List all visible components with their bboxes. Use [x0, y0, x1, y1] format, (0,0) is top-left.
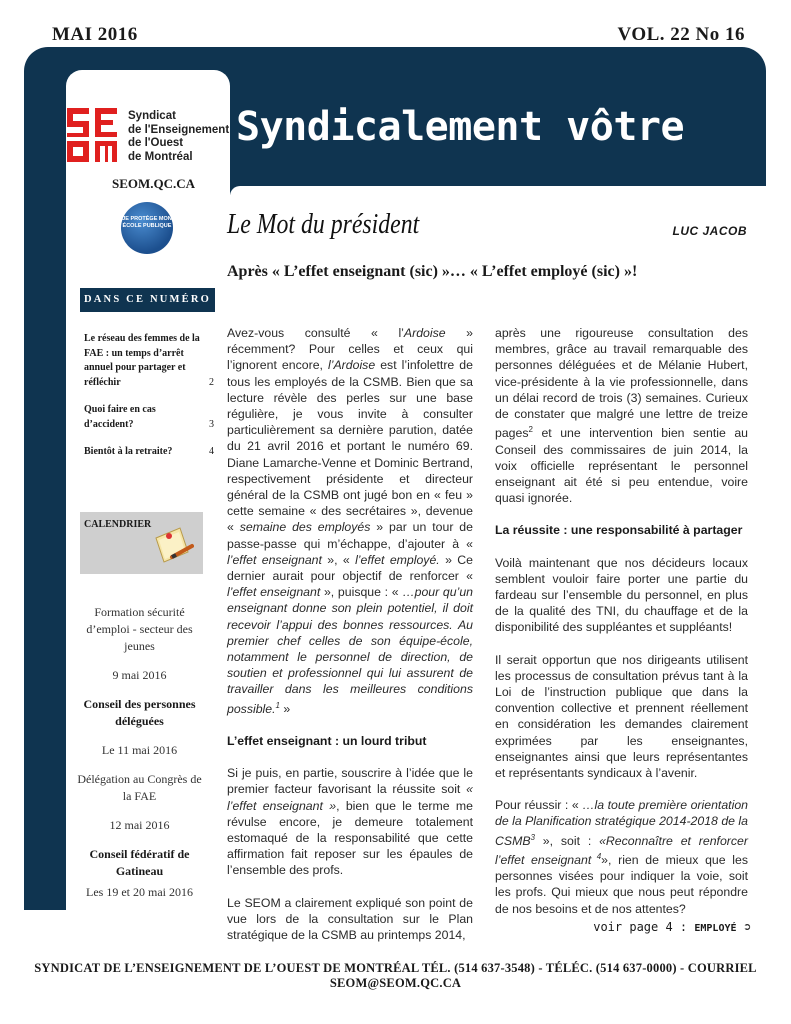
- toc-page-number: 4: [209, 446, 214, 457]
- toc-item[interactable]: Quoi faire en cas d’accident? 3: [84, 403, 214, 432]
- calendar-event: [72, 771, 207, 805]
- event-date: 12 mai 2016: [109, 818, 170, 832]
- article-paragraph: après une rigoureuse consultation des membres, grâce au travail remarquable des personnes déléguées et de Mélanie Hubert, vice-présidente à la vie professionnelle, dans un délai record de trois (3) semaines. Curieux de constater que malgré une lettre de treize pages$^2$ et une intervention bien sentie au Conseil des commissaires de juin 2014, la voix officielle représentant le personnel enseignant ait été si peu entendue, voire quasi ignorée.: [495, 326, 748, 506]
- article-paragraph: Il serait opportun que nos dirigeants utilisent les processus de consultation prévus tant à la Loi de l’instruction publique que dans la convention collective et prennent réellement en considération les demandes clairement exprimées par les enseignantes, enseignantes ainsi que leurs représentantes et représentants syndicaux à l’avenir.: [495, 652, 748, 780]
- volume-number: VOL. 22 No 16: [617, 24, 745, 45]
- article-paragraph: Si je puis, en partie, souscrire à l’idée que le premier facteur favorisant la réussite soit « l’effet enseignant », bien que le terme me révulse encore, je demeure totalement estomaqué de la responsabilité que cette affirmation fait reposer sur les épaules de l’ensemble des profs.: [227, 766, 474, 878]
- article-paragraph: Pour réussir : « …la toute première orientation de la Planification stratégique 2014-2018 de la CSMB$^3$ », soit : «Reconnaître et renforcer l’effet enseignant $^4$», rien de mieux que les personnes visées pour indiquer la voie, soit les profs. Qui mieux que nous peut répondre de nos besoins et de nos attentes?: [495, 798, 749, 916]
- curved-arrow-icon: ➲: [743, 920, 751, 934]
- author-name: LUC JACOB: [672, 224, 747, 238]
- event-title: Formation sécurité d’emploi - secteur des jeunes: [86, 605, 193, 653]
- masthead-cut: [230, 186, 766, 196]
- table-of-contents: [84, 332, 214, 473]
- toc-item[interactable]: Le réseau des femmes de la FAE : un temps d’arrêt annuel pour partager et réfléchir 2: [84, 332, 214, 390]
- toc-page-number: 3: [209, 418, 214, 430]
- continued-link[interactable]: voir page 4 : EMPLOYÉ ➲: [593, 920, 751, 934]
- section-title: Le Mot du président: [227, 208, 420, 240]
- calendar-event: [72, 846, 207, 880]
- article-paragraph: Le SEOM a clairement expliqué son point de vue lors de la consultation sur le Plan stratégique de la CSMB au printemps 2014,: [227, 895, 473, 942]
- notepad-pencil-icon: [152, 524, 194, 564]
- public-school-badge: JE PROTÈGE MON ÉCOLE PUBLIQUE: [121, 202, 173, 254]
- calendar-event: [72, 696, 207, 730]
- calendar-events: [72, 604, 207, 913]
- event-title: Conseil fédératif de Gatineau: [89, 847, 190, 878]
- calendar-box: [80, 512, 203, 574]
- seom-logo-icon: [67, 108, 119, 162]
- article-subheading: La réussite : une responsabilité à partager: [495, 523, 743, 538]
- event-title: Délégation au Congrès de la FAE: [77, 772, 202, 803]
- article-column-2: [495, 325, 748, 933]
- event-date: Les 19 et 20 mai 2016: [86, 885, 193, 899]
- event-date: Le 11 mai 2016: [101, 743, 178, 757]
- website-link[interactable]: SEOM.QC.CA: [112, 176, 196, 191]
- calendar-event: [72, 604, 207, 655]
- footer-contact: SYNDICAT DE L’ENSEIGNEMENT DE L’OUEST DE MONTRÉAL TÉL. (514 637-3548) - TÉLÉC. (514 637-0000) - COURRIEL SEOM@SEOM.QC.CA: [34, 961, 757, 990]
- article-column-1: [227, 325, 473, 959]
- toc-page-number: 2: [209, 376, 214, 388]
- event-title: Conseil des personnes déléguées: [83, 697, 196, 728]
- article-paragraph: Voilà maintenant que nos décideurs locaux semblent vouloir faire porter une partie du fardeau sur l’ensemble du personnel, en plus de la qualité des TNI, du chauffage et de la disponibilité des suppléantes et suppléants!: [495, 555, 748, 635]
- calendar-label: CALENDRIER: [84, 519, 152, 530]
- toc-heading: DANS CE NUMÉRO :: [80, 288, 215, 312]
- toc-item[interactable]: Bientôt à la retraite? 4: [84, 445, 214, 460]
- issue-date: MAI 2016: [52, 24, 138, 45]
- org-name: Syndicat de l'Enseignement de l'Ouest de Montréal: [128, 110, 230, 163]
- article-subheading: L’effet enseignant : un lourd tribut: [227, 733, 427, 748]
- continued-target: EMPLOYÉ: [694, 923, 737, 934]
- event-date: 9 mai 2016: [112, 668, 167, 682]
- article-paragraph: Avez-vous consulté « l’Ardoise » récemment? Pour celles et ceux qui l’ignorent encore, l’Ardoise est l’infolettre de tous les employés de la CSMB. Bien que sa lecture révèle des perles sur une base régulière, je vous invite à consulter particulièrement sa dernière parution, datée du 21 avril 2016 et portant le numéro 69. Diane Lamarche-Venne et Dominic Bertrand, respectivement présidente et directeur général de la CSMB ont jugé bon en « feu » cette semaine « des secrétaires », devenue « semaine des employés » par un tour de passe-passe qui m’échappe, d’ajouter à « l’effet enseignant », « l’effet employé. » Ce dernier aurait pour objectif de renforcer « l’effet enseignant », puisque : « …pour qu’un enseignant donne son plein potentiel, il doit recevoir l’appui des bonnes ressources. Au premier chef celles de son équipe-école, notamment le personnel de direction, de soutien et professionnel qui lui assurent de travailler dans les meilleures conditions possible.$^1$ »: [227, 326, 473, 716]
- newsletter-title: Syndicalement vôtre: [236, 104, 685, 150]
- article-headline: Après « L’effet enseignant (sic) »… « L’effet employé (sic) »!: [227, 263, 638, 280]
